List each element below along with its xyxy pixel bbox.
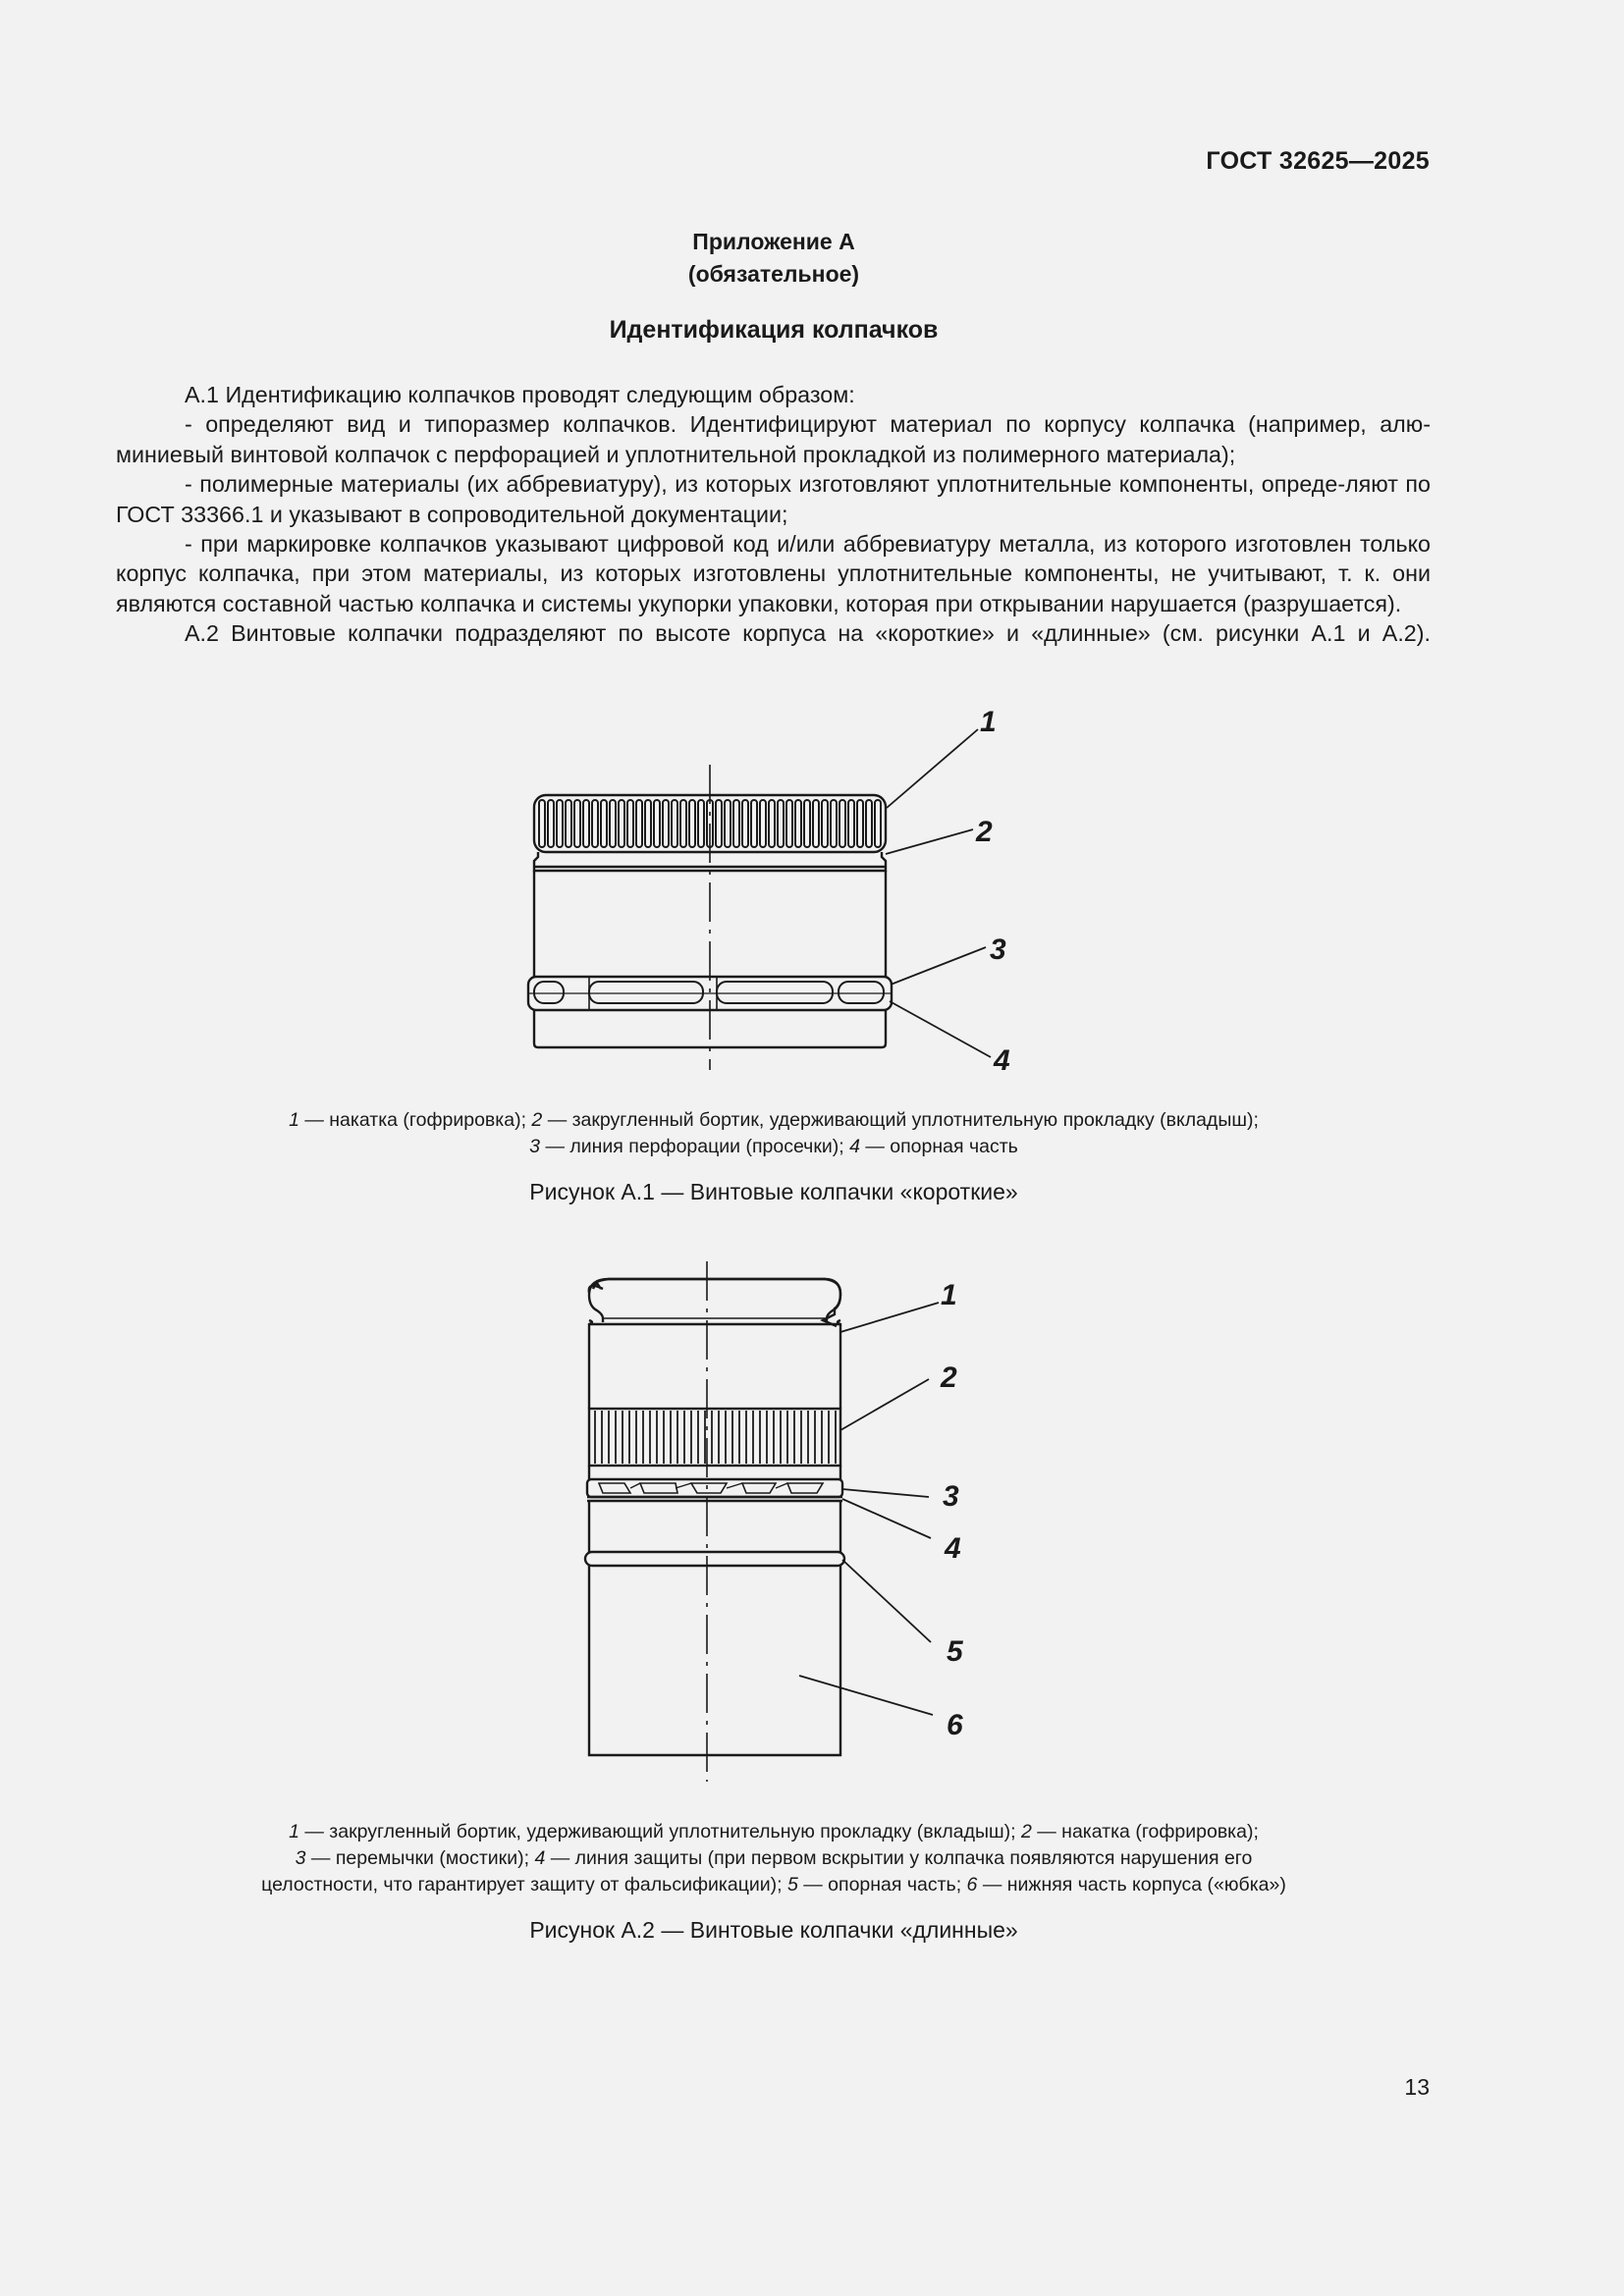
callout-4: 4 — [994, 1044, 1010, 1077]
callout-2: 2 — [941, 1362, 957, 1394]
callout-3: 3 — [990, 934, 1006, 966]
callout-6: 6 — [947, 1709, 963, 1741]
paragraph-item-2: - полимерные материалы (их аббревиатуру), из которых изготовляют уплотнительные компоненты, опреде-ляют по ГОСТ 33366.1 и указывают в сопроводительной документации; — [116, 471, 1431, 527]
support-bead — [585, 1552, 844, 1566]
figure-a2-caption: Рисунок А.2 — Винтовые колпачки «длинные» — [529, 1917, 1018, 1943]
figure-a1-drawing — [511, 702, 1041, 1080]
bridges-band — [587, 1479, 842, 1497]
paragraph-item-3: - при маркировке колпачков указывают цифровой код и/или аббревиатуру металла, из которого изготовлен только корпус колпачка, при этом материалы, из которых изготовлены уплотнительные компоненты, не учитывают, т. к. они являются составной частью колпачка и системы укупорки упаковки, которая при открывании нарушается (разрушается). — [116, 531, 1431, 616]
paragraph-a1: А.1 Идентификацию колпачков проводят следующим образом: — [185, 382, 855, 407]
callout-4: 4 — [945, 1532, 961, 1565]
figure-a2-drawing — [560, 1261, 1001, 1796]
figure-a2-legend — [116, 1819, 1432, 1898]
annex-title: Приложение А — [692, 229, 855, 254]
callout-2: 2 — [976, 816, 993, 848]
section-title: Идентификация колпачков — [609, 316, 939, 344]
legend-line: 3 — линия перфорации (просечки); 4 — опорная часть — [529, 1136, 1018, 1157]
callout-5: 5 — [947, 1635, 963, 1668]
figure-a1-caption: Рисунок А.1 — Винтовые колпачки «короткие» — [529, 1179, 1018, 1204]
page-number: 13 — [1404, 2074, 1430, 2100]
legend-line: целостности, что гарантирует защиту от фальсификации); 5 — опорная часть; 6 — нижняя часть корпуса («юбка») — [261, 1874, 1286, 1896]
figure-a1-legend — [116, 1107, 1432, 1160]
legend-line: 3 — перемычки (мостики); 4 — линия защиты (при первом вскрытии у колпачка появляются нарушения его — [295, 1847, 1253, 1869]
legend-line: 1 — закругленный бортик, удерживающий уплотнительную прокладку (вкладыш); 2 — накатка (гофрировка); — [289, 1821, 1259, 1842]
standard-number: ГОСТ 32625—2025 — [1206, 147, 1430, 175]
paragraph-item-1: - определяют вид и типоразмер колпачков. Идентифицируют материал по корпусу колпачка (например, алю-миниевый винтовой колпачок с перфорацией и уплотнительной прокладкой из полимерного материала); — [116, 411, 1431, 467]
annex-heading — [116, 226, 1432, 291]
paragraph-a2: А.2 Винтовые колпачки подразделяют по высоте корпуса на «короткие» и «длинные» (см. рисунки А.1 и А.2). — [185, 620, 1431, 647]
legend-line: 1 — накатка (гофрировка); 2 — закругленный бортик, удерживающий уплотнительную прокладку (вкладыш); — [289, 1109, 1259, 1131]
callout-3: 3 — [943, 1480, 959, 1513]
knurl-band — [589, 1409, 840, 1466]
skirt — [589, 1566, 840, 1755]
rounded-bead — [589, 1279, 840, 1326]
callout-1: 1 — [980, 706, 997, 738]
callout-1: 1 — [941, 1279, 957, 1311]
annex-status: (обязательное) — [687, 261, 860, 287]
body-text — [116, 380, 1431, 649]
